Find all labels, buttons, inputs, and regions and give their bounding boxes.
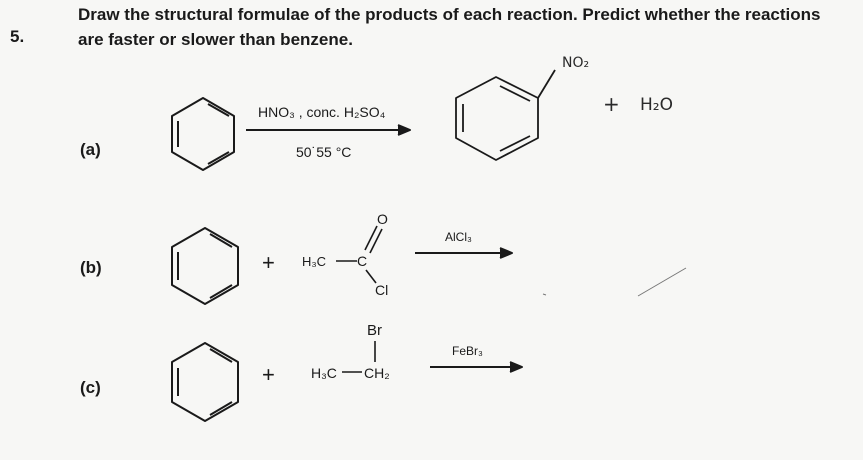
part-b-benzene-ring bbox=[172, 228, 238, 304]
part-c-catalyst: FeBr₃ bbox=[452, 344, 483, 358]
part-b-catalyst: AlCl₃ bbox=[445, 230, 472, 244]
part-b-reactant-left: H₃C bbox=[302, 254, 327, 269]
part-c-benzene-ring bbox=[172, 343, 238, 421]
part-a-reaction-arrow bbox=[246, 125, 410, 135]
part-b-carbon: C bbox=[357, 253, 368, 269]
part-c-label: (c) bbox=[80, 378, 101, 397]
part-a-label: (a) bbox=[80, 140, 101, 159]
part-c-ch2: CH₂ bbox=[364, 365, 390, 381]
part-b-chlorine: Cl bbox=[375, 282, 389, 298]
question-text: Draw the structural formulae of the products of each reaction. Predict whether the reactions are faster or slower than benzene. bbox=[78, 5, 821, 49]
part-c-reactant-left: H₃C bbox=[311, 365, 337, 381]
part-a-answer-byproduct: H₂O bbox=[640, 95, 673, 115]
part-b-label: (b) bbox=[80, 258, 102, 277]
part-c-bromine: Br bbox=[367, 322, 382, 339]
part-c-plus: + bbox=[262, 362, 275, 387]
part-b-plus: + bbox=[262, 250, 275, 275]
question-number: 5. bbox=[10, 27, 25, 46]
part-a-reagent-top: HNO₃ , conc. H₂SO₄ bbox=[258, 104, 386, 120]
part-b-reaction-arrow bbox=[415, 248, 512, 258]
part-a-answer-substituent: NO₂ bbox=[562, 55, 590, 71]
part-b-oxygen: O bbox=[377, 211, 388, 227]
pencil-stroke bbox=[543, 268, 686, 296]
part-a-answer-plus: + bbox=[603, 92, 620, 116]
part-a-reagent-bottom: 50˙55 °C bbox=[296, 144, 352, 160]
part-c-reaction-arrow bbox=[430, 362, 522, 372]
part-a-product-ring bbox=[456, 70, 555, 160]
part-a-benzene-ring bbox=[172, 98, 234, 170]
